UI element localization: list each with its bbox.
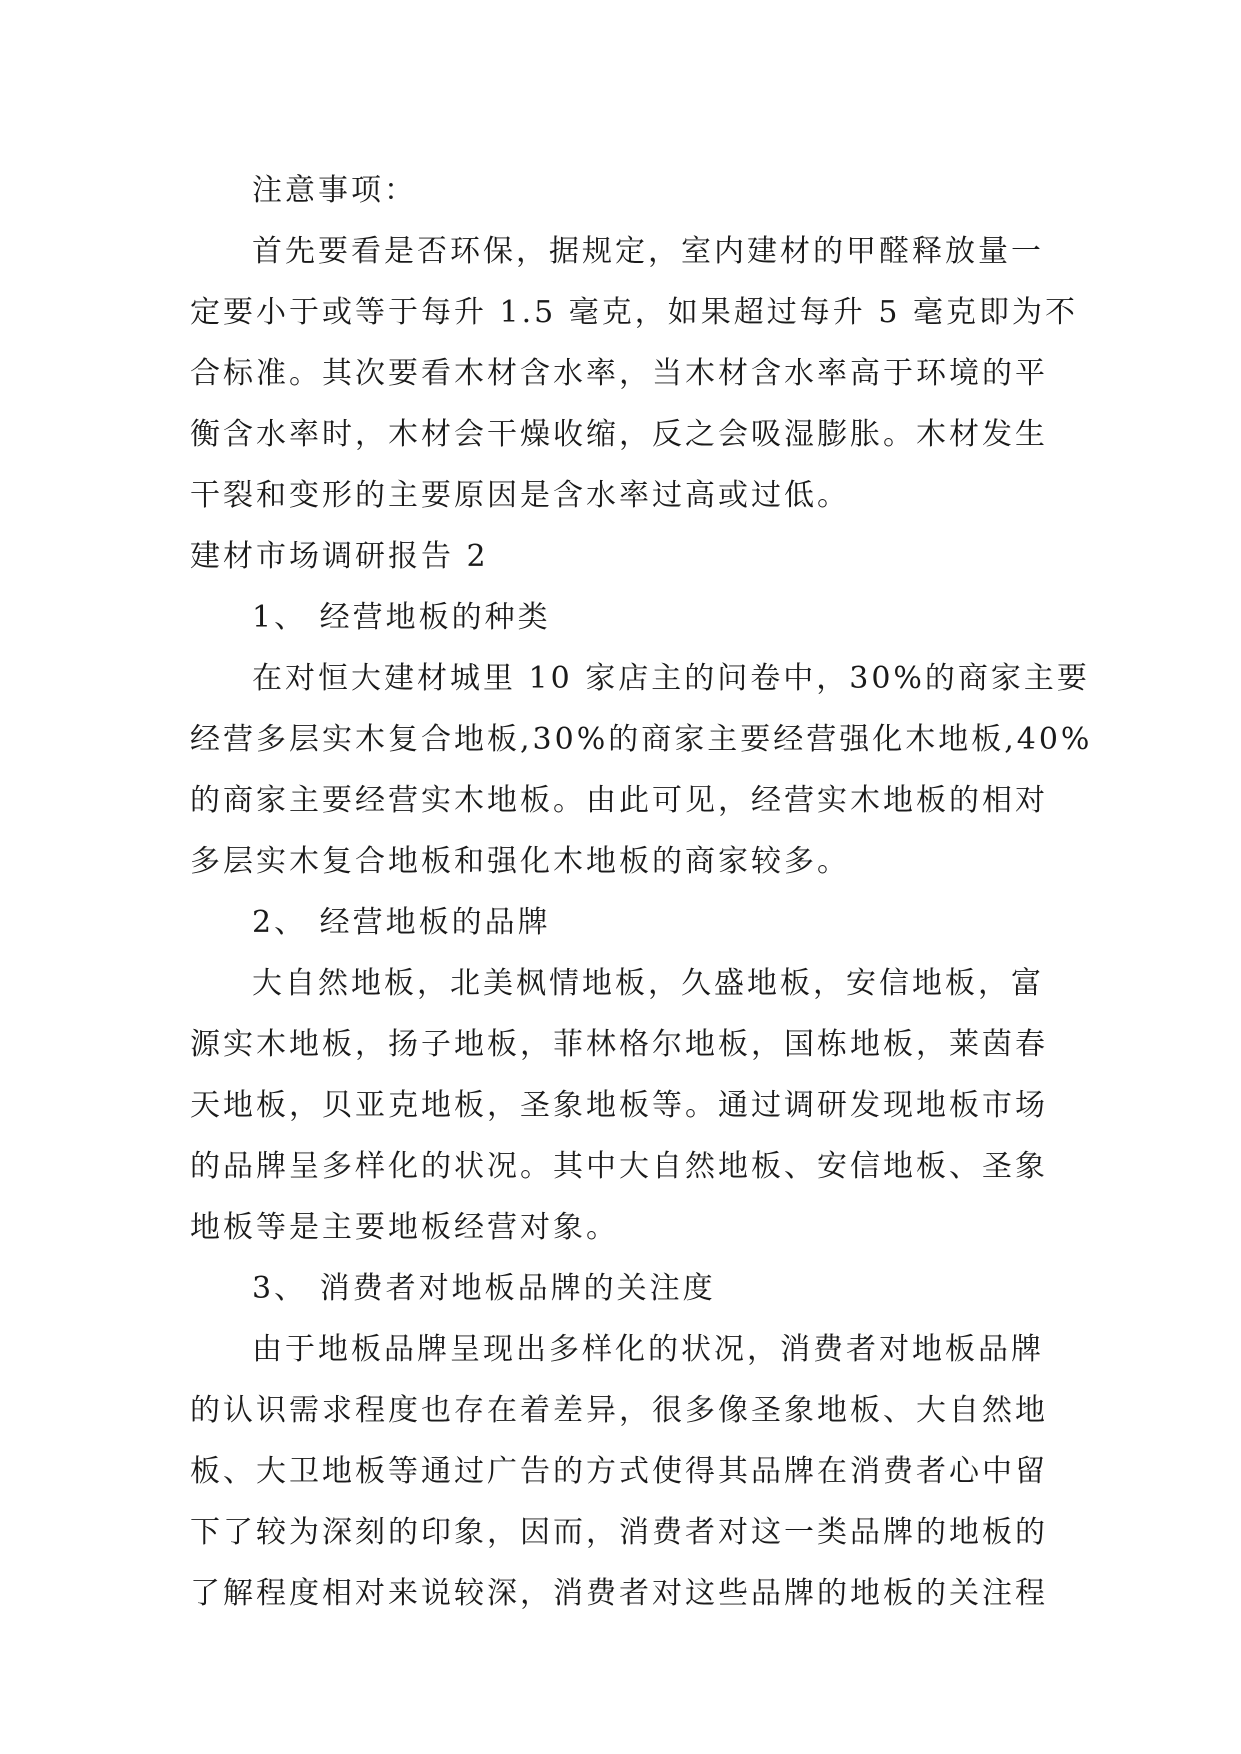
section-heading-1: 1、 经营地板的种类: [252, 600, 551, 635]
report-title: 建材市场调研报告 2: [190, 539, 489, 574]
paragraph-line: 源实木地板，扬子地板，菲林格尔地板，国栋地板，莱茵春: [190, 1027, 1048, 1062]
paragraph-line: 天地板，贝亚克地板，圣象地板等。通过调研发现地板市场: [190, 1088, 1048, 1123]
paragraph-line: 首先要看是否环保，据规定，室内建材的甲醛释放量一: [252, 234, 1044, 269]
paragraph-line: 合标准。其次要看木材含水率，当木材含水率高于环境的平: [190, 356, 1048, 391]
paragraph-line: 板、大卫地板等通过广告的方式使得其品牌在消费者心中留: [190, 1454, 1048, 1489]
paragraph-line: 了解程度相对来说较深，消费者对这些品牌的地板的关注程: [190, 1576, 1048, 1611]
paragraph-line: 下了较为深刻的印象，因而，消费者对这一类品牌的地板的: [190, 1515, 1048, 1550]
paragraph-line: 大自然地板，北美枫情地板，久盛地板，安信地板，富: [252, 966, 1044, 1001]
paragraph-line: 多层实木复合地板和强化木地板的商家较多。: [190, 844, 850, 879]
paragraph-line: 的品牌呈多样化的状况。其中大自然地板、安信地板、圣象: [190, 1149, 1048, 1184]
paragraph-line: 的商家主要经营实木地板。由此可见，经营实木地板的相对: [190, 783, 1048, 818]
document-page: [190, 160, 1093, 1624]
paragraph-line: 衡含水率时，木材会干燥收缩，反之会吸湿膨胀。木材发生: [190, 417, 1048, 452]
paragraph-line: 的认识需求程度也存在着差异，很多像圣象地板、大自然地: [190, 1393, 1048, 1428]
section-heading-3: 3、 消费者对地板品牌的关注度: [252, 1271, 716, 1306]
paragraph-line: 地板等是主要地板经营对象。: [190, 1210, 619, 1245]
paragraph-line: 由于地板品牌呈现出多样化的状况，消费者对地板品牌: [252, 1332, 1044, 1367]
paragraph-line: 定要小于或等于每升 1.5 毫克，如果超过每升 5 毫克即为不: [190, 295, 1078, 330]
paragraph-line: 经营多层实木复合地板,30%的商家主要经营强化木地板,40%: [190, 722, 1093, 757]
notice-heading: 注意事项：: [252, 173, 417, 208]
paragraph-line: 干裂和变形的主要原因是含水率过高或过低。: [190, 478, 850, 513]
section-heading-2: 2、 经营地板的品牌: [252, 905, 551, 940]
paragraph-line: 在对恒大建材城里 10 家店主的问卷中，30%的商家主要: [252, 661, 1090, 696]
